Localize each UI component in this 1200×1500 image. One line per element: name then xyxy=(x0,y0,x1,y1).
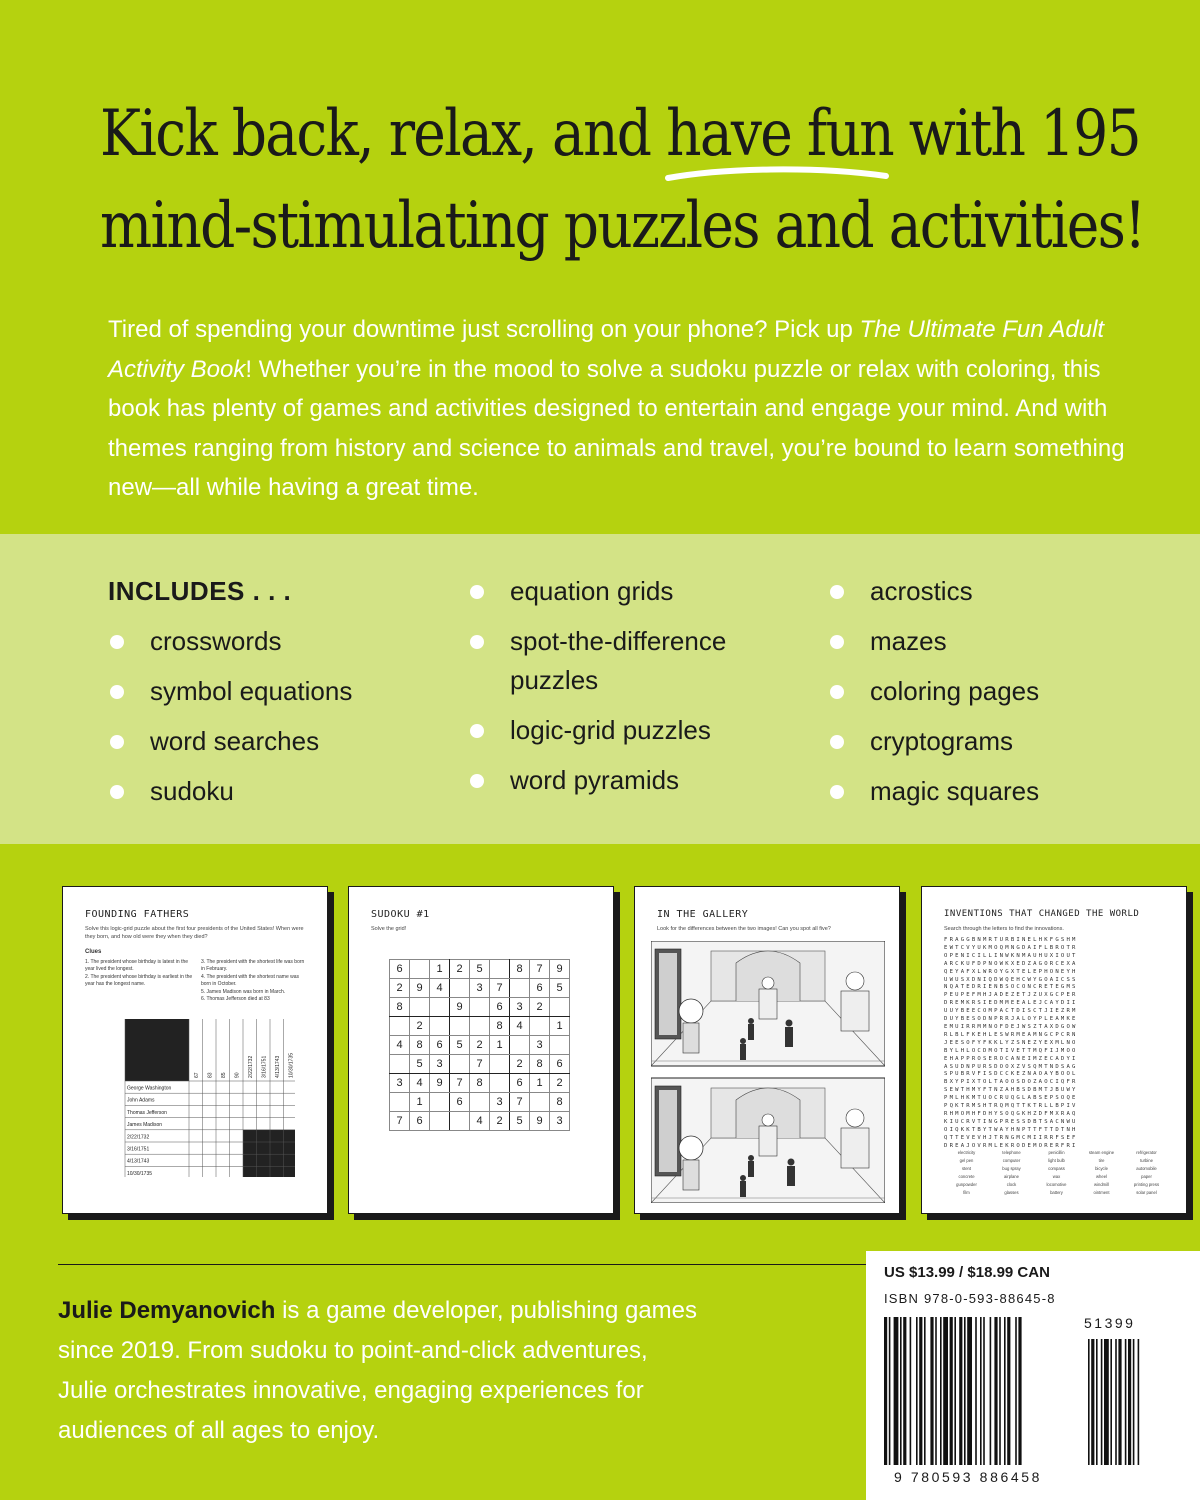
column-label: 3/16/1751 xyxy=(261,1055,268,1078)
barcode-bar xyxy=(930,1317,933,1465)
sudoku-cell: 3 xyxy=(530,1036,550,1055)
list-item xyxy=(828,722,1039,761)
barcode-bar xyxy=(1118,1339,1121,1465)
word-list-item: clock xyxy=(1006,1182,1017,1187)
barcode-bar xyxy=(959,1317,962,1465)
word-list-item: solar panel xyxy=(1136,1190,1157,1195)
sudoku-cell: 1 xyxy=(430,960,450,979)
column-label: 90 xyxy=(234,1072,241,1078)
barcode-bar xyxy=(1115,1339,1117,1465)
sudoku-cell: 3 xyxy=(430,1055,450,1074)
word-list-item: printing press xyxy=(1133,1182,1160,1187)
sudoku-cell: 6 xyxy=(450,1093,470,1112)
sudoku-row xyxy=(390,979,570,998)
list-item-label: sudoku xyxy=(150,776,234,806)
barcode-bar xyxy=(990,1317,992,1465)
sudoku-cell: 7 xyxy=(490,979,510,998)
sudoku-cell: 3 xyxy=(470,979,490,998)
word-list-item: steam engine xyxy=(1088,1150,1115,1155)
word-list-item: refrigerator xyxy=(1136,1150,1157,1155)
bullet-icon xyxy=(470,774,484,788)
sudoku-row xyxy=(390,960,570,979)
sudoku-cell: 9 xyxy=(430,1074,450,1093)
sudoku-cell: 7 xyxy=(530,960,550,979)
row-label: John Adams xyxy=(127,1097,155,1104)
word-list-item: ointment xyxy=(1093,1190,1110,1195)
list-item xyxy=(828,672,1039,711)
sudoku-cell xyxy=(450,979,470,998)
word-list-item: penicillin xyxy=(1048,1150,1065,1155)
sudoku-row xyxy=(390,1074,570,1093)
row-label: 4/13/1743 xyxy=(127,1158,150,1165)
sudoku-cell: 8 xyxy=(410,1036,430,1055)
word-list-item: turbine xyxy=(1140,1158,1153,1163)
sudoku-row xyxy=(390,1112,570,1131)
barcode-bar xyxy=(980,1317,982,1465)
list-item-label: logic-grid puzzles xyxy=(510,715,711,745)
list-item xyxy=(108,722,352,761)
headline-text: with 195 xyxy=(893,97,1140,171)
sudoku-cell xyxy=(430,1017,450,1036)
sudoku-cell xyxy=(450,1112,470,1131)
sudoku-cell: 2 xyxy=(390,979,410,998)
barcode-bar xyxy=(903,1317,906,1465)
word-list-item: bicycle xyxy=(1095,1166,1108,1171)
sudoku-cell: 9 xyxy=(410,979,430,998)
sudoku-cell: 8 xyxy=(530,1055,550,1074)
bullet-icon xyxy=(110,735,124,749)
headline-text: Kick back, relax, and xyxy=(100,97,667,171)
word-list-item: airplane xyxy=(1004,1174,1019,1179)
barcode-bar xyxy=(910,1317,912,1465)
barcode-bar xyxy=(1096,1339,1098,1465)
sudoku-cell: 6 xyxy=(490,998,510,1017)
list-item-label: coloring pages xyxy=(870,676,1040,706)
row-label: 3/16/1751 xyxy=(127,1146,150,1153)
word-list-item: telephone xyxy=(1002,1150,1021,1155)
list-item xyxy=(828,572,1039,611)
barcode-bar xyxy=(983,1317,985,1465)
sudoku-cell: 1 xyxy=(410,1093,430,1112)
word-search-grid: FRAGGBNMRTURBINELHKFGSHM EWTCVYUKMOQMNGDAIFLBROTR OPENICILLINWKNMAUHUXIOUT ARCKUFDPNOWKXEDZAGORCEXA QEYAFXLWROYGXTELEPHONEYH UWUSXDNIQDWQEHCWYGOAICSS NQATEDRIENBSOCONCRETEGMS PEUPEFMHJADEZETJZUXGCPER DREMKRSIEDMMEEALEJCAYDII UUYBEECOMPACTDISCTJIEZRM DUYBESODNPRRJALOYPLEAMKE EMUIRRMMNOFDEJWSZTAXDGOW RLBLFKEHLESWRMEAMNGCPCRN JEESOFYFKKLYZSNEZYEXMLNO BYLHLOCDMOTIVETTMQFIJMOO EHAPPROSEROCANEIMZECADYI ASUDNPURSDOOXZVSQMTNDSAG SPUBRVFISDCCKEZNAOAYBOOL BXYPIXTOLTAOOSDOZAOCIQFR SEWTHMYFTNZAHBSDBMTJBUWY PMLHKMTUOCRUQGLABSEPSOQE PQKTRMSHTRQMQTTKTRLLBPIV RHMOMHFDHYSOQGKHZDFMXRAQ KIUCRVTINGPRESSDBTSACNWU OIQKKTBYTWAYHNPTTFTTDTNH QTTEVEVHJTRNGMCMIIRRFSEF DREAJOVRMLEKRODEMORERFRI xyxy=(944,937,1078,1149)
sudoku-cell: 1 xyxy=(530,1074,550,1093)
row-label: Thomas Jefferson xyxy=(127,1109,167,1116)
divider xyxy=(58,1264,868,1265)
sudoku-cell: 4 xyxy=(410,1074,430,1093)
bullet-icon xyxy=(830,585,844,599)
price-code: 51399 xyxy=(1084,1315,1136,1331)
sudoku-cell xyxy=(490,960,510,979)
gallery-image-bottom xyxy=(651,1078,885,1203)
sudoku-cell: 2 xyxy=(530,998,550,1017)
page-title: IN THE GALLERY xyxy=(657,909,749,920)
page-subtitle: Look for the differences between the two images! Can you spot all five? xyxy=(657,926,831,932)
sudoku-cell xyxy=(430,998,450,1017)
word-list-item: stent xyxy=(961,1166,972,1171)
includes-title: INCLUDES . . . xyxy=(108,576,292,606)
barcode-bar xyxy=(1101,1339,1103,1465)
sudoku-cell: 4 xyxy=(470,1112,490,1131)
sudoku-cell: 5 xyxy=(450,1036,470,1055)
word-list-item: concrete xyxy=(958,1174,975,1179)
headline-highlight: have fun xyxy=(666,97,894,171)
list-item xyxy=(828,772,1039,811)
sudoku-cell xyxy=(490,1074,510,1093)
clue: 1. The president whose birthday is latest in the year lived the longest. xyxy=(85,958,189,972)
clues xyxy=(85,949,310,1004)
sudoku-grid xyxy=(389,959,570,1131)
barcode-bar xyxy=(1004,1317,1006,1465)
barcode-bar xyxy=(1104,1339,1109,1465)
list-item-label: cryptograms xyxy=(870,726,1014,756)
sudoku-cell: 4 xyxy=(510,1017,530,1036)
column-label: 10/30/1735 xyxy=(288,1052,295,1078)
barcode-bar xyxy=(1128,1339,1131,1465)
sudoku-cell xyxy=(430,1112,450,1131)
sudoku-cell: 3 xyxy=(510,998,530,1017)
sudoku-cell: 7 xyxy=(450,1074,470,1093)
page-subtitle: Search through the letters to find the innovations. xyxy=(944,926,1064,932)
author-name: Julie Demyanovich xyxy=(58,1297,276,1324)
description-text: Tired of spending your downtime just scrolling on your phone? Pick up xyxy=(108,316,860,343)
barcode-bar xyxy=(1088,1339,1090,1465)
bullet-icon xyxy=(470,635,484,649)
author-bio xyxy=(58,1291,698,1451)
sudoku-cell: 6 xyxy=(430,1036,450,1055)
list-item-label: acrostics xyxy=(870,576,973,606)
barcode-bar xyxy=(999,1317,1001,1465)
barcode-bar xyxy=(940,1317,942,1465)
barcode-bar xyxy=(1133,1339,1135,1465)
sudoku-cell: 8 xyxy=(550,1093,570,1112)
barcode-digits: 9 780593 886458 xyxy=(894,1469,1042,1485)
list-item xyxy=(828,622,1039,661)
bullet-icon xyxy=(470,585,484,599)
sudoku-cell xyxy=(510,1036,530,1055)
sample-page-logic-grid xyxy=(62,886,328,1214)
includes-list-1 xyxy=(108,622,352,822)
clue: 5. James Madison was born in March. xyxy=(201,988,286,995)
barcode-bar xyxy=(950,1317,953,1465)
sudoku-cell: 5 xyxy=(550,979,570,998)
clues-right xyxy=(201,959,309,1004)
sudoku-cell: 6 xyxy=(390,960,410,979)
sudoku-cell: 3 xyxy=(390,1074,410,1093)
bullet-icon xyxy=(830,685,844,699)
list-item xyxy=(468,711,798,750)
sudoku-cell: 8 xyxy=(390,998,410,1017)
sudoku-cell xyxy=(470,1093,490,1112)
list-item-label: symbol equations xyxy=(150,676,353,706)
word-list-item: electricity xyxy=(957,1150,976,1155)
book-title: The Ultimate Fun Adult Activity Book xyxy=(108,316,1105,383)
word-list-item: film xyxy=(963,1190,970,1195)
sudoku-cell: 6 xyxy=(510,1074,530,1093)
clue: 6. Thomas Jefferson died at 83 xyxy=(201,996,270,1002)
list-item-label: magic squares xyxy=(870,776,1040,806)
sample-page-gallery xyxy=(634,886,900,1214)
list-item xyxy=(468,761,798,800)
sudoku-cell xyxy=(490,1055,510,1074)
barcode-bar xyxy=(1007,1317,1010,1465)
sudoku-row xyxy=(390,1093,570,1112)
barcode-bar xyxy=(964,1317,966,1465)
sudoku-cell: 6 xyxy=(550,1055,570,1074)
includes-list-2 xyxy=(468,572,798,811)
sudoku-cell: 2 xyxy=(550,1074,570,1093)
sudoku-cell: 2 xyxy=(470,1036,490,1055)
barcode-bar xyxy=(889,1317,891,1465)
barcode-bar xyxy=(967,1317,972,1465)
sudoku-cell: 6 xyxy=(410,1112,430,1131)
row-label: 2/22/1732 xyxy=(127,1134,150,1141)
clue: 4. The president with the shortest name was born in October. xyxy=(201,973,300,987)
sudoku-cell: 8 xyxy=(490,1017,510,1036)
price: US $13.99 / $18.99 CAN xyxy=(884,1264,1050,1281)
barcode-bar xyxy=(1110,1339,1112,1465)
sample-page-word-search xyxy=(921,886,1187,1214)
sudoku-row xyxy=(390,1055,570,1074)
sudoku-cell: 5 xyxy=(410,1055,430,1074)
word-list-item: tire xyxy=(1098,1158,1105,1163)
description xyxy=(108,310,1148,508)
sudoku-cell xyxy=(530,1017,550,1036)
sudoku-row xyxy=(390,998,570,1017)
sudoku-cell xyxy=(450,1017,470,1036)
sudoku-cell: 2 xyxy=(490,1112,510,1131)
list-item-label: crosswords xyxy=(150,626,282,656)
sudoku-cell xyxy=(530,1093,550,1112)
bullet-icon xyxy=(470,724,484,738)
sudoku-cell: 6 xyxy=(530,979,550,998)
sudoku-cell: 5 xyxy=(470,960,490,979)
word-list-item: wax xyxy=(1052,1174,1061,1179)
sudoku-cell: 7 xyxy=(390,1112,410,1131)
bullet-icon xyxy=(110,635,124,649)
sudoku-cell: 8 xyxy=(510,960,530,979)
clue: 3. The president with the shortest life was born in February. xyxy=(201,958,305,972)
sudoku-cell: 2 xyxy=(410,1017,430,1036)
sudoku-cell xyxy=(410,998,430,1017)
column-label: 67 xyxy=(194,1072,200,1078)
sudoku-cell: 9 xyxy=(550,960,570,979)
barcode-bar xyxy=(1138,1339,1140,1465)
underline-swoosh-icon xyxy=(664,162,890,184)
sudoku-cell: 2 xyxy=(450,960,470,979)
gallery-illustration xyxy=(651,941,885,1203)
sudoku-cell xyxy=(410,960,430,979)
word-list-item: glasses xyxy=(1004,1190,1019,1195)
list-item-label: spot-the-difference puzzles xyxy=(510,626,727,695)
sudoku-cell: 9 xyxy=(530,1112,550,1131)
list-item-label: word pyramids xyxy=(510,765,680,795)
barcode-bar xyxy=(916,1317,918,1465)
sudoku-cell xyxy=(430,1093,450,1112)
page-subtitle: Solve the grid! xyxy=(371,926,407,932)
clues-label: Clues xyxy=(85,949,102,955)
sudoku-cell: 3 xyxy=(490,1093,510,1112)
barcode-icon xyxy=(884,1317,1184,1467)
isbn: ISBN 978-0-593-88645-8 xyxy=(884,1291,1056,1306)
word-list-item: gel pen xyxy=(959,1158,974,1163)
barcode-bar xyxy=(943,1317,948,1465)
barcode-panel xyxy=(866,1251,1200,1500)
list-item xyxy=(108,672,352,711)
barcode-bar xyxy=(1091,1339,1094,1465)
sudoku-cell xyxy=(550,998,570,1017)
clues-left xyxy=(85,959,193,1004)
word-list-item: automobile xyxy=(1136,1166,1157,1171)
list-item xyxy=(468,622,798,700)
sudoku-cell: 4 xyxy=(430,979,450,998)
barcode-bar xyxy=(1018,1317,1021,1465)
list-item-label: mazes xyxy=(870,626,947,656)
sudoku-cell xyxy=(470,1017,490,1036)
word-list-item: bug spray xyxy=(1002,1166,1021,1171)
page-title: SUDOKU #1 xyxy=(371,909,430,920)
sudoku-cell: 9 xyxy=(450,998,470,1017)
clue: 2. The president whose birthday is earliest in the year has the longest name. xyxy=(85,973,193,987)
bullet-icon xyxy=(830,635,844,649)
sudoku-cell xyxy=(390,1055,410,1074)
word-list-item: battery xyxy=(1050,1190,1063,1195)
word-list-item: locomotive xyxy=(1046,1182,1067,1187)
gallery-image-top xyxy=(651,941,885,1066)
barcode-bar xyxy=(1125,1339,1127,1465)
row-label: George Washington xyxy=(127,1085,172,1092)
author-bio-text: is a game developer, publishing games since 2019. From sudoku to point-and-click adventures, Julie orchestrates innovative, engaging experiences for audiences of all ages to enjoy. xyxy=(58,1297,698,1444)
barcode-bar xyxy=(894,1317,899,1465)
list-item-label: word searches xyxy=(150,726,320,756)
sudoku-row xyxy=(390,1036,570,1055)
grid-corner-block xyxy=(125,1019,189,1081)
word-list-item: gunpowder xyxy=(956,1182,977,1187)
list-item xyxy=(108,772,352,811)
row-label: James Madison xyxy=(127,1122,163,1129)
headline-line-2: mind-stimulating puzzles and activities! xyxy=(100,189,1145,263)
sudoku-cell: 4 xyxy=(390,1036,410,1055)
page-title: FOUNDING FATHERS xyxy=(85,909,190,920)
grid-shaded-block xyxy=(243,1130,295,1177)
sudoku-cell: 8 xyxy=(470,1074,490,1093)
word-list-item: light bulb xyxy=(1048,1158,1065,1163)
barcode-bar xyxy=(900,1317,902,1465)
description-text: ! Whether you’re in the mood to solve a sudoku puzzle or relax with coloring, this book has plenty of games and activities designed to entertain and engage your mind. And with themes ranging from history and science to animals and travel, you’re bound to learn something new—all while having a great time. xyxy=(108,355,1125,501)
word-list-item: computer xyxy=(1002,1158,1021,1163)
column-label: 2/22/1732 xyxy=(248,1055,254,1078)
includes-list-3 xyxy=(828,572,1039,822)
sudoku-cell xyxy=(390,1017,410,1036)
barcode-bar xyxy=(994,1317,997,1465)
sudoku-cell xyxy=(550,1036,570,1055)
word-list-item: wheel xyxy=(1096,1174,1107,1179)
bullet-icon xyxy=(830,735,844,749)
sudoku-cell xyxy=(450,1055,470,1074)
barcode-bar xyxy=(924,1317,926,1465)
word-list-item: windmill xyxy=(1094,1182,1109,1187)
word-list xyxy=(944,1149,1169,1197)
barcode-bar xyxy=(1015,1317,1017,1465)
list-item xyxy=(468,572,798,611)
sudoku-cell: 5 xyxy=(510,1112,530,1131)
sudoku-cell: 3 xyxy=(550,1112,570,1131)
sudoku-cell xyxy=(470,998,490,1017)
sudoku-cell xyxy=(510,979,530,998)
bullet-icon xyxy=(110,785,124,799)
sudoku-cell xyxy=(390,1093,410,1112)
sudoku-cell: 1 xyxy=(550,1017,570,1036)
barcode-bar xyxy=(919,1317,922,1465)
sudoku-cell: 2 xyxy=(510,1055,530,1074)
sudoku-cell: 1 xyxy=(490,1036,510,1055)
bullet-icon xyxy=(110,685,124,699)
page-subtitle: Solve this logic-grid puzzle about the first four presidents of the United States! When were they born, and how old were they when they died? xyxy=(85,926,304,940)
barcode-bar xyxy=(884,1317,887,1465)
word-list-item: compass xyxy=(1048,1166,1065,1171)
word-list-item: paper xyxy=(1141,1174,1152,1179)
row-label: 10/30/1735 xyxy=(127,1170,153,1177)
sudoku-row xyxy=(390,1017,570,1036)
column-label: 85 xyxy=(221,1072,227,1078)
page-title: INVENTIONS THAT CHANGED THE WORLD xyxy=(944,909,1140,919)
bullet-icon xyxy=(830,785,844,799)
sample-page-sudoku xyxy=(348,886,614,1214)
barcode-bar xyxy=(935,1317,937,1465)
barcode-bar xyxy=(975,1317,977,1465)
logic-grid xyxy=(115,1017,295,1177)
sudoku-cell: 7 xyxy=(470,1055,490,1074)
barcode-bar xyxy=(954,1317,956,1465)
column-label: 83 xyxy=(207,1072,214,1078)
column-label: 4/13/1743 xyxy=(275,1055,281,1078)
list-item xyxy=(108,622,352,661)
sudoku-cell: 7 xyxy=(510,1093,530,1112)
list-item-label: equation grids xyxy=(510,576,674,606)
